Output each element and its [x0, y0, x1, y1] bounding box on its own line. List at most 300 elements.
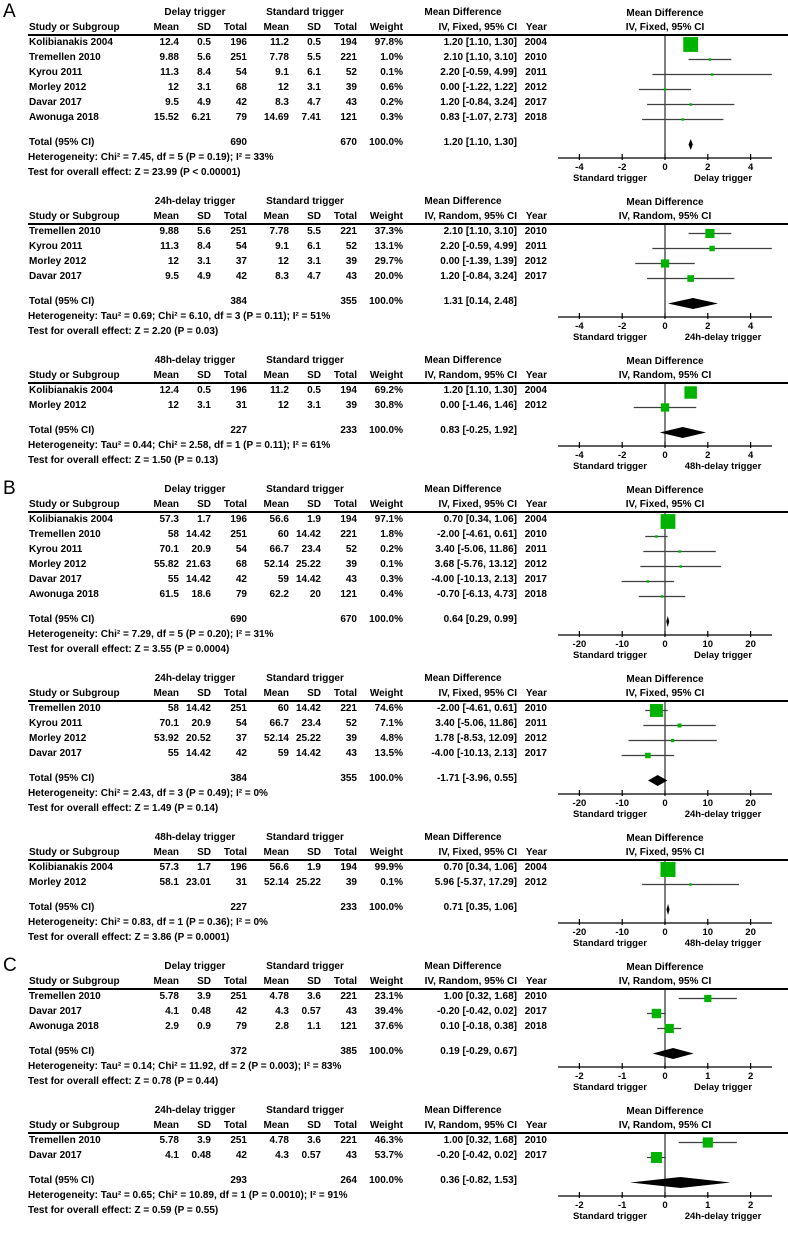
tick-label: -10	[615, 639, 630, 650]
mean2-value: 60	[277, 529, 289, 540]
sd2-value: 0.5	[307, 385, 321, 396]
ci-value: 1.20 [-0.84, 3.24]	[440, 271, 517, 282]
sd2-value: 1.9	[307, 514, 321, 525]
sd2-value: 25.22	[295, 559, 321, 570]
col-mean2-header: Mean	[263, 976, 289, 987]
total2-value: 221	[340, 52, 357, 63]
sd1-value: 0.48	[191, 1006, 211, 1017]
effect-square	[689, 883, 692, 886]
mean1-value: 12	[167, 400, 179, 411]
heterogeneity-text: Heterogeneity: Chi² = 0.83, df = 1 (P = 0.36); I² = 0%	[28, 917, 268, 928]
total2-value: 39	[345, 256, 357, 267]
col-total2-header: Total	[333, 976, 357, 987]
total-label: Total (95% CI)	[29, 1175, 95, 1186]
total-label: Total (95% CI)	[29, 296, 95, 307]
mean2-value: 8.3	[275, 97, 289, 108]
heterogeneity-text: Heterogeneity: Chi² = 7.45, df = 5 (P = 0.19); I² = 33%	[28, 152, 274, 163]
plot-effect-title: Mean Difference	[626, 356, 704, 367]
mean1-value: 55	[167, 748, 179, 759]
forest-subplot-7	[0, 955, 788, 1095]
mean1-value: 12.4	[159, 385, 179, 396]
total1-value: 42	[235, 271, 247, 282]
ci-value: -0.20 [-0.42, 0.02]	[436, 1150, 517, 1161]
study-name: Davar 2017	[29, 748, 82, 759]
total-n2: 233	[340, 902, 357, 913]
effect-square	[661, 514, 676, 529]
heterogeneity-text: Heterogeneity: Tau² = 0.65; Chi² = 10.89, df = 1 (P = 0.0010); I² = 91%	[28, 1190, 348, 1201]
total1-value: 79	[235, 1021, 247, 1032]
year-value: 2017	[524, 271, 547, 282]
effect-square	[678, 724, 682, 728]
group1-header: 48h-delay trigger	[154, 832, 236, 843]
total-n2: 233	[340, 425, 357, 436]
total-row	[28, 423, 550, 438]
year-value: 2010	[524, 1135, 547, 1146]
ci-value: 3.40 [-5.06, 11.86]	[435, 718, 517, 729]
col-sd1-header: SD	[197, 370, 211, 381]
ci-value: -0.70 [-6.13, 4.73]	[436, 589, 517, 600]
ci-value: 1.20 [-0.84, 3.24]	[440, 97, 517, 108]
col-year-header: Year	[525, 499, 547, 510]
axis-left-label: Standard trigger	[573, 173, 647, 184]
year-value: 2017	[524, 97, 547, 108]
tick-label: -10	[615, 798, 630, 809]
total-label: Total (95% CI)	[29, 773, 95, 784]
total1-value: 251	[230, 226, 247, 237]
total-diamond	[689, 139, 693, 150]
total2-value: 121	[340, 1021, 357, 1032]
tick-label: 0	[662, 321, 668, 332]
study-name: Morley 2012	[29, 256, 87, 267]
study-name: Awonuga 2018	[29, 112, 99, 123]
total-weight: 100.0%	[369, 425, 403, 436]
effect-square	[661, 595, 664, 598]
spacer	[28, 890, 550, 900]
total1-value: 42	[235, 1006, 247, 1017]
col-weight-header: Weight	[369, 499, 403, 510]
heterogeneity-text: Heterogeneity: Tau² = 0.44; Chi² = 2.58, df = 1 (P = 0.11); I² = 61%	[28, 440, 331, 451]
total1-value: 37	[235, 256, 247, 267]
effect-square	[651, 1152, 662, 1163]
total-ci: 0.64 [0.29, 0.99]	[443, 614, 517, 625]
sd2-value: 3.6	[307, 991, 321, 1002]
study-name: Davar 2017	[29, 271, 82, 282]
mean1-value: 5.78	[159, 991, 179, 1002]
spacer	[28, 761, 550, 771]
mean2-value: 9.1	[275, 241, 289, 252]
effect-square	[655, 535, 658, 538]
tick-label: 10	[702, 639, 714, 650]
effect-square	[683, 37, 698, 52]
study-row	[28, 50, 550, 65]
sd1-value: 0.5	[197, 37, 211, 48]
total-diamond	[660, 427, 706, 438]
year-value: 2011	[525, 544, 547, 555]
total2-value: 194	[340, 514, 357, 525]
total-n2: 355	[340, 773, 357, 784]
heterogeneity-text: Heterogeneity: Chi² = 7.29, df = 5 (P = 0.20); I² = 31%	[28, 629, 274, 640]
col-study-header: Study or Subgroup	[29, 22, 120, 33]
study-row	[28, 65, 550, 80]
study-row	[28, 1019, 550, 1034]
group2-header: Standard trigger	[266, 196, 344, 207]
total1-value: 251	[230, 1135, 247, 1146]
axis-right-label: 48h-delay trigger	[684, 461, 762, 472]
effect-header: Mean Difference	[424, 355, 502, 366]
study-name: Morley 2012	[29, 82, 87, 93]
ci-value: 1.00 [0.32, 1.68]	[443, 991, 517, 1002]
col-mean1-header: Mean	[153, 499, 179, 510]
overall-effect-text: Test for overall effect: Z = 2.20 (P = 0.03)	[28, 326, 219, 337]
ci-value: 0.00 [-1.22, 1.22]	[440, 82, 517, 93]
col-year-header: Year	[525, 211, 547, 222]
tick-label: 20	[745, 798, 756, 809]
year-value: 2017	[524, 748, 547, 759]
mean1-value: 11.3	[160, 241, 179, 252]
group1-header: 24h-delay trigger	[154, 673, 236, 684]
column-header-row	[28, 209, 550, 224]
total-ci: 0.71 [0.35, 1.06]	[443, 902, 517, 913]
total1-value: 54	[235, 241, 247, 252]
total-label: Total (95% CI)	[29, 425, 95, 436]
weight-value: 29.7%	[374, 256, 403, 267]
study-name: Awonuga 2018	[29, 1021, 99, 1032]
mean1-value: 53.92	[153, 733, 179, 744]
group-header-row	[28, 1103, 550, 1118]
year-value: 2012	[524, 877, 547, 888]
mean2-value: 66.7	[269, 544, 289, 555]
study-name: Kyrou 2011	[29, 67, 83, 78]
col-sd2-header: SD	[307, 1120, 321, 1131]
total1-value: 196	[230, 514, 247, 525]
weight-value: 37.6%	[374, 1021, 403, 1032]
sd1-value: 5.6	[197, 52, 211, 63]
forest-plot	[550, 353, 788, 474]
study-row	[28, 557, 550, 572]
column-header-row	[28, 845, 550, 860]
study-name: Morley 2012	[29, 877, 87, 888]
total2-value: 52	[345, 241, 357, 252]
year-value: 2017	[524, 1150, 547, 1161]
mean2-value: 14.69	[263, 112, 289, 123]
tick-label: 1	[705, 1200, 711, 1211]
total-label: Total (95% CI)	[29, 1046, 95, 1057]
column-header-row	[28, 686, 550, 701]
col-total2-header: Total	[333, 1120, 357, 1131]
col-sd2-header: SD	[307, 211, 321, 222]
sd1-value: 14.42	[185, 703, 211, 714]
mean1-value: 4.1	[165, 1006, 179, 1017]
ci-value: 2.20 [-0.59, 4.99]	[440, 241, 517, 252]
mean2-value: 66.7	[269, 718, 289, 729]
tick-label: -20	[572, 927, 587, 938]
weight-value: 30.8%	[374, 400, 403, 411]
forest-subplot-1	[0, 1, 788, 186]
sd2-value: 0.5	[307, 37, 321, 48]
mean1-value: 70.1	[159, 718, 179, 729]
forest-table	[28, 959, 550, 1089]
total-n1: 227	[230, 902, 247, 913]
forest-plot	[550, 1103, 788, 1224]
mean1-value: 61.5	[159, 589, 179, 600]
panel-label-B: B	[3, 478, 16, 499]
weight-value: 0.6%	[380, 82, 403, 93]
year-value: 2010	[524, 703, 547, 714]
mean2-value: 4.78	[269, 991, 289, 1002]
forest-table	[28, 5, 550, 180]
sd2-value: 0.57	[301, 1150, 321, 1161]
effect-square	[647, 580, 650, 583]
spacer	[28, 1034, 550, 1044]
axis-left-label: Standard trigger	[573, 938, 647, 949]
year-value: 2017	[524, 1006, 547, 1017]
col-ci-header: IV, Fixed, 95% CI	[438, 22, 517, 33]
col-weight-header: Weight	[369, 1120, 403, 1131]
study-row	[28, 224, 550, 239]
total-weight: 100.0%	[369, 902, 403, 913]
forest-subplot-8	[0, 1103, 788, 1224]
col-mean2-header: Mean	[263, 499, 289, 510]
sd1-value: 3.9	[197, 991, 211, 1002]
total1-value: 79	[235, 589, 247, 600]
col-weight-header: Weight	[369, 976, 403, 987]
col-study-header: Study or Subgroup	[29, 370, 120, 381]
total-weight: 100.0%	[369, 773, 403, 784]
total-label: Total (95% CI)	[29, 614, 95, 625]
group2-header: Standard trigger	[266, 673, 344, 684]
overall-effect-text: Test for overall effect: Z = 0.78 (P = 0.44)	[28, 1076, 219, 1087]
study-row	[28, 512, 550, 527]
group-header-row	[28, 830, 550, 845]
tick-label: -2	[617, 450, 627, 461]
total1-value: 42	[235, 748, 247, 759]
total2-value: 194	[340, 862, 357, 873]
study-row	[28, 572, 550, 587]
panel-label-A: A	[3, 1, 16, 22]
mean2-value: 52.14	[263, 733, 289, 744]
total-label: Total (95% CI)	[29, 137, 95, 148]
group-header-row	[28, 959, 550, 974]
tick-label: -20	[572, 798, 587, 809]
col-weight-header: Weight	[369, 688, 403, 699]
year-value: 2012	[524, 82, 547, 93]
weight-value: 53.7%	[374, 1150, 403, 1161]
total1-value: 251	[230, 52, 247, 63]
sd1-value: 1.7	[197, 862, 211, 873]
total1-value: 42	[235, 1150, 247, 1161]
total2-value: 221	[340, 991, 357, 1002]
col-sd1-header: SD	[197, 847, 211, 858]
year-value: 2010	[524, 52, 547, 63]
mean2-value: 2.8	[275, 1021, 289, 1032]
axis-right-label: Delay trigger	[693, 650, 753, 661]
axis-right-label: Delay trigger	[693, 1082, 753, 1093]
axis-right-label: 24h-delay trigger	[684, 1211, 762, 1222]
total-row	[28, 612, 550, 627]
col-sd1-header: SD	[197, 976, 211, 987]
study-row	[28, 383, 550, 398]
total-ci: -1.71 [-3.96, 0.55]	[436, 773, 517, 784]
col-mean1-header: Mean	[153, 847, 179, 858]
study-row	[28, 398, 550, 413]
effect-square	[703, 1137, 713, 1147]
total1-value: 42	[235, 97, 247, 108]
axis-right-label: 24h-delay trigger	[684, 809, 762, 820]
weight-value: 0.3%	[380, 574, 403, 585]
col-ci-header: IV, Fixed, 95% CI	[438, 499, 517, 510]
ci-value: 1.78 [-8.53, 12.09]	[434, 733, 517, 744]
effect-header: Mean Difference	[424, 484, 502, 495]
col-mean1-header: Mean	[153, 688, 179, 699]
year-value: 2004	[524, 385, 547, 396]
study-name: Kolibianakis 2004	[29, 862, 113, 873]
mean1-value: 9.5	[165, 97, 179, 108]
sd2-value: 23.4	[301, 544, 321, 555]
forest-table	[28, 353, 550, 468]
total1-value: 37	[235, 733, 247, 744]
forest-plot	[550, 671, 788, 822]
total2-value: 43	[345, 748, 357, 759]
year-value: 2011	[525, 241, 547, 252]
year-value: 2012	[524, 400, 547, 411]
sd2-value: 1.1	[307, 1021, 321, 1032]
total-n2: 355	[340, 296, 357, 307]
forest-table	[28, 830, 550, 945]
effect-square	[660, 862, 675, 877]
effect-square	[711, 73, 714, 76]
sd2-value: 6.1	[307, 241, 321, 252]
mean2-value: 12	[277, 82, 289, 93]
total-n1: 690	[230, 137, 247, 148]
study-row	[28, 1148, 550, 1163]
study-name: Kyrou 2011	[29, 718, 83, 729]
ci-value: 0.70 [0.34, 1.06]	[443, 514, 517, 525]
plot-model-title: IV, Random, 95% CI	[618, 976, 712, 987]
col-total2-header: Total	[333, 370, 357, 381]
col-study-header: Study or Subgroup	[29, 688, 120, 699]
effect-square	[709, 246, 714, 251]
tick-label: -2	[617, 321, 627, 332]
total-diamond	[666, 904, 669, 915]
col-sd1-header: SD	[197, 688, 211, 699]
study-row	[28, 254, 550, 269]
sd1-value: 0.9	[197, 1021, 211, 1032]
study-row	[28, 716, 550, 731]
sd1-value: 20.9	[191, 718, 211, 729]
sd1-value: 23.01	[185, 877, 211, 888]
total2-value: 43	[345, 1006, 357, 1017]
study-name: Tremellen 2010	[29, 1135, 101, 1146]
effect-header: Mean Difference	[424, 832, 502, 843]
total-weight: 100.0%	[369, 1046, 403, 1057]
forest-subplot-2	[0, 194, 788, 345]
plot-effect-title: Mean Difference	[626, 485, 704, 496]
tick-label: 2	[705, 321, 711, 332]
mean1-value: 12.4	[159, 37, 179, 48]
sd1-value: 14.42	[185, 748, 211, 759]
col-mean2-header: Mean	[263, 688, 289, 699]
col-study-header: Study or Subgroup	[29, 211, 120, 222]
overall-effect-text: Test for overall effect: Z = 23.99 (P < 0.00001)	[28, 167, 241, 178]
study-name: Awonuga 2018	[29, 589, 99, 600]
sd2-value: 14.42	[295, 703, 321, 714]
total1-value: 42	[235, 574, 247, 585]
tick-label: -4	[575, 162, 584, 173]
col-total1-header: Total	[223, 211, 247, 222]
col-ci-header: IV, Random, 95% CI	[424, 370, 517, 381]
total-n2: 670	[340, 137, 357, 148]
forest-table	[28, 671, 550, 816]
col-total1-header: Total	[223, 847, 247, 858]
sd1-value: 21.63	[185, 559, 211, 570]
tick-label: -1	[617, 1200, 627, 1211]
sd2-value: 3.1	[307, 400, 321, 411]
group-header-row	[28, 194, 550, 209]
study-name: Tremellen 2010	[29, 52, 101, 63]
effect-square	[709, 58, 712, 61]
total2-value: 39	[345, 82, 357, 93]
group-header-row	[28, 353, 550, 368]
sd1-value: 4.9	[197, 97, 211, 108]
mean2-value: 56.6	[269, 862, 289, 873]
study-row	[28, 1004, 550, 1019]
mean2-value: 12	[277, 400, 289, 411]
group2-header: Standard trigger	[266, 355, 344, 366]
year-value: 2011	[525, 67, 547, 78]
ci-value: -2.00 [-4.61, 0.61]	[436, 703, 517, 714]
tick-label: 2	[747, 1071, 754, 1082]
forest-table	[28, 482, 550, 657]
spacer	[28, 602, 550, 612]
mean2-value: 9.1	[275, 67, 289, 78]
sd2-value: 5.5	[307, 52, 321, 63]
sd2-value: 14.42	[295, 529, 321, 540]
column-header-row	[28, 368, 550, 383]
tick-label: 0	[662, 162, 668, 173]
effect-square	[705, 229, 714, 238]
group-header-row	[28, 671, 550, 686]
tick-label: 0	[662, 450, 668, 461]
total-n1: 384	[230, 296, 247, 307]
spacer	[28, 125, 550, 135]
mean1-value: 9.88	[159, 226, 179, 237]
column-header-row	[28, 1118, 550, 1133]
year-value: 2010	[524, 226, 547, 237]
weight-value: 13.5%	[374, 748, 403, 759]
col-study-header: Study or Subgroup	[29, 1120, 120, 1131]
group2-header: Standard trigger	[266, 484, 344, 495]
year-value: 2012	[524, 256, 547, 267]
ci-value: 0.00 [-1.46, 1.46]	[440, 400, 517, 411]
group-header-row	[28, 5, 550, 20]
mean1-value: 12	[167, 256, 179, 267]
col-total2-header: Total	[333, 499, 357, 510]
tick-label: -4	[575, 321, 584, 332]
total-diamond	[648, 775, 667, 786]
ci-value: 2.10 [1.10, 3.10]	[443, 226, 517, 237]
mean1-value: 11.3	[160, 67, 179, 78]
plot-effect-title: Mean Difference	[626, 833, 704, 844]
axis-right-label: Delay trigger	[693, 173, 753, 184]
col-sd2-header: SD	[307, 22, 321, 33]
total1-value: 196	[230, 37, 247, 48]
ci-value: -4.00 [-10.13, 2.13]	[431, 748, 517, 759]
effect-header: Mean Difference	[424, 673, 502, 684]
year-value: 2010	[524, 991, 547, 1002]
spacer	[28, 413, 550, 423]
col-total2-header: Total	[333, 847, 357, 858]
col-sd1-header: SD	[197, 499, 211, 510]
